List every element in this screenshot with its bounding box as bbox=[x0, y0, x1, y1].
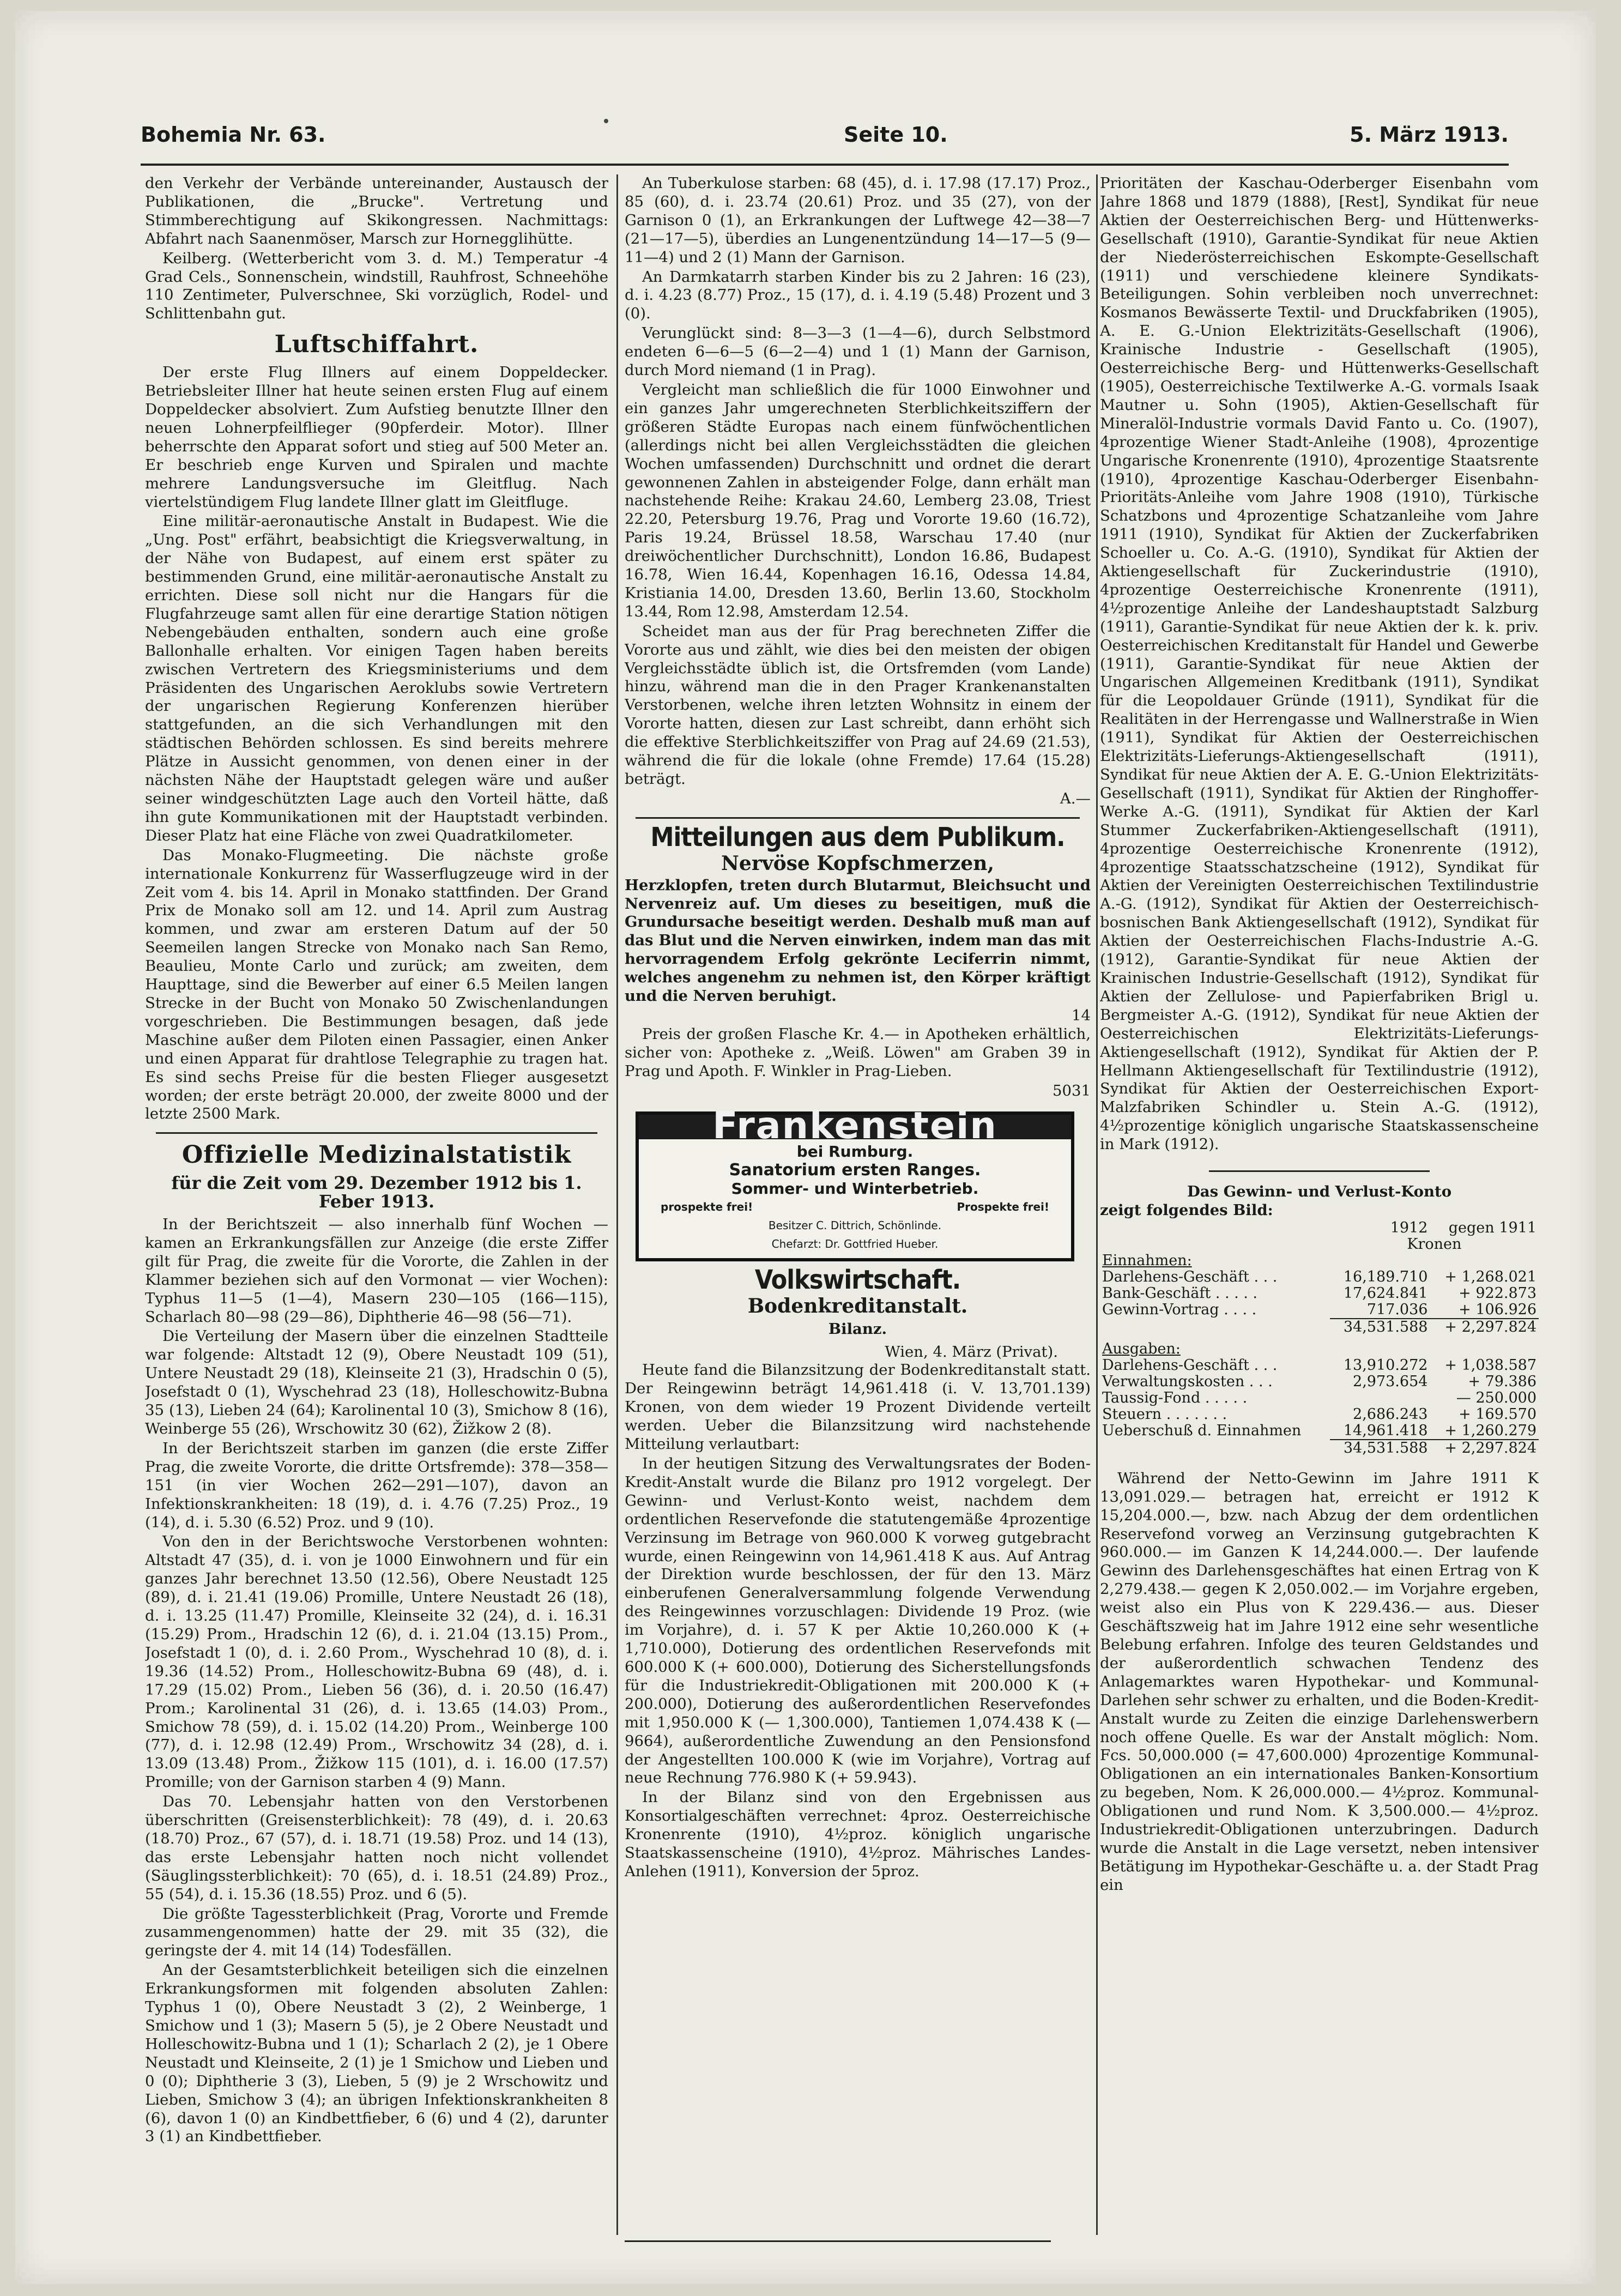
article-text: den Verkehr der Verbände untereinander, Austausch der Publikationen, die „Brucke". Vertretung und Stimmberechtigung auf Skikongressen. Nachmittags: Abfahrt nach Saanenmöser, Marsch zur Hornegglihütte. bbox=[145, 174, 608, 247]
article-text: Prioritäten der Kaschau-Oderberger Eisenbahn vom Jahre 1868 und 1879 (1888), [Rest], Syndikat für neue Aktien der Oesterreichischen Berg- und Hüttenwerks-Gesellschaft (1910), Garantie-Syndikat für neue Aktien der Niederösterreichischen Eskompte-Gesellschaft (1911) und verschiedene kleinere Syndikats-Beteiligungen. Sohin verbleiben noch unverrechnet: Kosmanos Bewässerte Textil- und Druckfabriken (1905), A. E. G.-Union Elektrizitäts-Gesellschaft (1906), Krainische Industrie - Gesellschaft (1905), Oesterreichische Berg- und Hüttenwerks-Gesellschaft (1905), Oesterreichische Textilwerke A.-G. vormals Isaak Mautner u. Sohn (1905), Aktien-Gesellschaft für Mineralöl-Industrie vormals David Fanto u. Co. (1907), 4prozentige Wiener Stadt-Anleihe (1908), 4prozentige Ungarische Kronenrente (1910), 4prozentige Staatsrente (1910), 4prozentige Kaschau-Oderberger Eisenbahn-Prioritäts-Anleihe vom Jahre 1908 (1910), Türkische Schatzbons und 4prozentige Schatzanleihe vom Jahre 1911 (1910), Syndikat für Aktien der Zuckerfabriken Schoeller u. Co. A.-G. (1910), Syndikat für Aktien der Aktiengesellschaft für Zuckerindustrie (1910), 4prozentige Oesterreichische Kronenrente (1911), 4½prozentige Anleihe der Landeshauptstadt Salzburg (1911), Garantie-Syndikat für neue Aktien der k. k. priv. Oesterreichischen Kreditanstalt für Handel und Gewerbe (1911), Garantie-Syndikat für neue Aktien der Ungarischen Allgemeinen Kreditbank (1911), Syndikat für die Leopoldauer Gründe (1911), Syndikat für die Realitäten in der Herrengasse und Wallnerstraße in Wien (1911), Syndikat für Aktien der Oesterreichischen Elektrizitäts-Lieferungs-Aktiengesellschaft (1911), Syndikat für neue Aktien der A. E. G.-Union Elektrizitäts-Gesellschaft (1911), Syndikat für Aktien der Ringhoffer-Werke A.-G. (1911), Syndikat für Aktien der Karl Stummer Zuckerfabriken-Aktiengesellschaft (1911), 4prozentige Oesterreichische Kronenrente (1912), 4prozentige Staatsschatzscheine (1912), Syndikat für Aktien der Vereinigten Oesterreichischen Textilindustrie A.-G. (1912), Syndikat für Aktien der Oesterreichisch-bosnischen Bank Aktiengesellschaft (1912), Syndikat für Aktien der Oesterreichischen Flachs-Industrie A.-G. (1912), Garantie-Syndikat für neue Aktien der Krainischen Industrie-Gesellschaft (1912), Syndikat für Aktien der Zellulose- und Papierfabriken Brigl u. Bergmeister A.-G. (1912), Syndikat für neue Aktien der Oesterreichischen Elektrizitäts-Lieferungs-Aktiengesellschaft (1912), Syndikat für Aktien der P. Hellmann Aktiengesellschaft für Textilindustrie (1912), Syndikat für Aktien der Oesterreichischen Export-Malzfabriken Schindler u. Stein A.-G. (1912), 4½prozentige königlich ungarische Staatskassenscheine in Mark (1912). bbox=[1100, 174, 1539, 1153]
column-year-1911-label: 1911 bbox=[1499, 1219, 1537, 1236]
table-row bbox=[1100, 1357, 1539, 1374]
article-text: In der Bilanz sind von den Ergebnissen aus Konsortialgeschäften verrechnet: 4proz. Oesterreichische Kronenrente (1910), 4½proz. königlich ungarische Staatskassenscheine (1910), 4½proz. Mährisches Landes-Anlehen (1911), Konversion der 5proz. bbox=[625, 1789, 1091, 1880]
header-date: 5. März 1913. bbox=[1350, 123, 1509, 147]
section-heading-volkswirtschaft: Volkswirtschaft. bbox=[754, 1264, 961, 1295]
row-value-1912: 17,624.841 bbox=[1343, 1284, 1428, 1302]
ad-prospekte-right: Prospekte frei! bbox=[957, 1200, 1049, 1214]
row-value-1912: 14,961.418 bbox=[1330, 1423, 1430, 1440]
ad-number: 5031 bbox=[1053, 1081, 1091, 1099]
article-text: An Tuberkulose starben: 68 (45), d. i. 17.98 (17.17) Proz., 85 (60), d. i. 23.74 (20.61) Proz. und 35 (27), von der Garnison 0 (1), an Erkrankungen der Luftwege 42—38—7 (21—17—5), überdies an Lungenentzündung 14—17—5 (9—11—4) und 2 (1) Mann der Garnison. bbox=[625, 174, 1091, 266]
article-subheading: Bilanz. bbox=[828, 1320, 887, 1338]
total-1912: 34,531.588 bbox=[1343, 1318, 1428, 1336]
header-issue: Bohemia Nr. 63. bbox=[141, 123, 326, 147]
row-label: Gewinn-Vortrag . . . . bbox=[1102, 1301, 1257, 1318]
einnahmen-label: Einnahmen: bbox=[1102, 1252, 1192, 1269]
column-3 bbox=[1100, 174, 1539, 2238]
table-row bbox=[1100, 1423, 1539, 1440]
column-year-1911 bbox=[1430, 1220, 1539, 1236]
ad-line: Sanatorium ersten Ranges. bbox=[729, 1161, 981, 1180]
row-label: Darlehens-Geschäft . . . bbox=[1102, 1268, 1278, 1285]
article-text: Scheidet man aus der für Prag berechneten Ziffer die Vororte aus und zählt, wie dies bei den meisten der obigen Vergleichsstädte üblich ist, die Ortsfremden (vom Lande) hinzu, während man die in den Prager Krankenanstalten Verstorbenen, welche ihren letzten Wohnsitz in einem der Vororte hatten, diesen zur Last schreibt, dann erhöht sich die effektive Sterblichkeitsziffer von Prag auf 24.69 (21.53), während die für die lokale (ohne Fremde) 17.64 (15.28) beträgt. bbox=[625, 622, 1091, 788]
ausgaben-label: Ausgaben: bbox=[1102, 1340, 1181, 1357]
article-text: Verunglückt sind: 8—3—3 (1—4—6), durch Selbstmord endeten 6—6—5 (6—2—4) und 1 (1) Mann der Garnison, durch Mord niemand (1 in Prag). bbox=[625, 324, 1091, 379]
newspaper-page bbox=[15, 11, 1596, 2284]
ad-line: bei Rumburg. bbox=[796, 1143, 914, 1161]
account-subtitle: zeigt folgendes Bild: bbox=[1100, 1201, 1273, 1219]
row-label: Bank-Geschäft . . . . . bbox=[1102, 1284, 1258, 1302]
article-text: Während der Netto-Gewinn im Jahre 1911 K 13,091.029.— betragen hat, erreicht er 1912 K 15,204.000.—, bzw. nach Abzug der dem ordentlichen Reservefond vorweg an Verzinsung gutgebrachten K 960.000.— im Ganzen K 14,244.000.—. Der laufende Gewinn des Darlehensgeschäftes hat einen Ertrag von K 2,279.438.— gegen K 2,050.002.— im Vorjahre ergeben, weist also ein Plus von K 229.436.— aus. Dieser Geschäftszweig hat im Jahre 1912 eine sehr wesentliche Belebung erfahren. Infolge des teuren Geldstandes und der außerordentlich schwachen Tendenz des Anlagemarktes waren Hypothekar- und Kommunal-Darlehen sehr schwer zu erhalten, und die Boden-Kredit-Anstalt wurde zu Zeiten die einzige Darlehenswerbern noch offene Quelle. Es war der Anstalt möglich: Nom. Fcs. 50,000.000 (= 47,600.000) 4prozentige Kommunal-Obligationen an ein internationales Banken-Konsortium zu begeben, Nom. K 26,000.000.— 4½proz. Kommunal-Obligationen und rund Nom. K 3,500.000.— 4½proz. Industriekredit-Obligationen unterzubringen. Dadurch wurde die Anstalt in die Lage versetzt, neben intensiver Betätigung im Hypothekar-Geschäfte u. a. der Stadt Prag ein bbox=[1100, 1469, 1539, 1894]
row-value-change: — 250.000 bbox=[1456, 1389, 1537, 1406]
ad-line: Sommer- und Winterbetrieb. bbox=[731, 1180, 979, 1198]
article-text: In der Berichtszeit starben im ganzen (die erste Ziffer Prag, die zweite Vororte, die dritte Ortsfremde): 378—358—151 (in vier Wochen 262—291—107), davon an Infektionskrankheiten: 18 (19), d. i. 4.76 (7.25) Proz., 19 (14), d. i. 5.30 (6.52) Proz. und 9 (10). bbox=[145, 1439, 608, 1531]
header-rule bbox=[141, 164, 1509, 166]
row-value-1912: 717.036 bbox=[1330, 1302, 1430, 1319]
ad-banner: Frankenstein bbox=[639, 1115, 1071, 1140]
row-value-change: + 1,268.021 bbox=[1444, 1268, 1537, 1285]
article-text: Keilberg. (Wetterbericht vom 3. d. M.) Temperatur -4 Grad Cels., Sonnenschein, windstill, Rauhfrost, Schneehöhe 110 Zentimeter, Pulverschnee, Ski vorzüglich, Rodel- und Schlittenbahn gut. bbox=[145, 249, 608, 323]
table-row bbox=[1100, 1390, 1539, 1406]
ad-text: Herzklopfen, treten durch Blutarmut, Bleichsucht und Nervenreiz auf. Um dieses zu beseitigen, muß die Grundursache beseitigt werden. Deshalb muß man auf das Blut und die Nerven einwirken, indem man das mit hervorragendem Erfolg gekrönte Leciferrin nimmt, welches angenehm zu nehmen ist, den Körper kräftigt und die Nerven beruhigt. bbox=[625, 876, 1091, 1005]
section-heading-mitteilungen: Mitteilungen aus dem Publikum. bbox=[650, 821, 1065, 853]
ad-line: Besitzer C. Dittrich, Schönlinde. bbox=[768, 1219, 942, 1232]
dateline: Wien, 4. März (Privat). bbox=[885, 1343, 1058, 1361]
row-value-change: + 922.873 bbox=[1459, 1284, 1537, 1302]
table-row bbox=[1100, 1406, 1539, 1423]
row-value-1912: 16,189.710 bbox=[1343, 1268, 1428, 1285]
article-text: Heute fand die Bilanzsitzung der Bodenkreditanstalt statt. Der Reingewinn beträgt 14,961.418 (i. V. 13,701.139) Kronen, von dem wieder 19 Prozent Dividende verteilt werden. Ueber die Bilanzsitzung wird nachstehende Mitteilung verlautbart: bbox=[625, 1361, 1091, 1453]
article-text: Vergleicht man schließlich die für 1000 Einwohner und ein ganzes Jahr umgerechneten Sterblichkeitsziffern der größeren Städte Europas nach einem fünfwöchentlichen (allerdings nicht bei allen Vergleichsstädten die gleichen Wochen umfassenden) Durchschnitt und ordnet die derart gewonnenen Zahlen in absteigender Folge, dann erhält man nachstehende Reihe: Krakau 24.60, Lemberg 23.08, Triest 22.20, Petersburg 19.76, Prag und Vororte 19.60 (16.72), Paris 19.24, Brüssel 18.58, Warschau 17.40 (nur dreiwöchentlicher Durchschnitt), London 16.86, Budapest 16.78, Wien 16.44, Kopenhagen 16.16, Odessa 14.84, Kristiania 14.00, Dresden 13.60, Berlin 13.60, Stockholm 13.44, Rom 12.98, Amsterdam 12.54. bbox=[625, 380, 1091, 620]
row-value-change: + 106.926 bbox=[1430, 1302, 1539, 1319]
divider bbox=[636, 817, 1080, 819]
article-text: In der Berichtszeit — also innerhalb fünf Wochen — kamen an Erkrankungsfällen zur Anzeige (die erste Ziffer gilt für Prag, die zweite für die Vororte, die Zahlen in der Klammer beziehen sich auf den Vormonat — vier Wochen): Typhus 11—5 (1—4), Masern 230—105 (166—115), Scharlach 80—98 (29—86), Diphtherie 46—98 (56—71). bbox=[145, 1216, 608, 1326]
unit-label: Kronen bbox=[1407, 1235, 1462, 1253]
total-change: + 2,297.824 bbox=[1444, 1439, 1537, 1457]
row-label: Darlehens-Geschäft . . . bbox=[1102, 1356, 1278, 1374]
header-page-number: Seite 10. bbox=[844, 123, 948, 147]
column-separator bbox=[1096, 174, 1098, 2235]
sanatorium-advertisement bbox=[636, 1104, 1074, 1261]
profit-loss-table bbox=[1100, 1220, 1539, 1457]
row-value-1912: 13,910.272 bbox=[1343, 1356, 1428, 1374]
row-value-1912 bbox=[1330, 1390, 1430, 1406]
row-label: Verwaltungskosten . . . bbox=[1102, 1373, 1273, 1390]
article-heading: Bodenkreditanstalt. bbox=[747, 1294, 968, 1318]
column-1 bbox=[145, 174, 608, 2238]
author-signature: A.— bbox=[1060, 789, 1091, 807]
row-label: Ueberschuß d. Einnahmen bbox=[1102, 1422, 1302, 1439]
ad-line bbox=[639, 1198, 1071, 1217]
article-text: Das Monako-Flugmeeting. Die nächste große internationale Konkurrenz für Wasserflugzeuge wird in der Zeit vom 4. bis 14. April in Monako stattfinden. Der Grand Prix de Monako soll am 12. und 14. April zum Austrag kommen, und zwar am ersteren Datum auf der 50 Seemeilen langen Strecke von Monako nach San Remo, Beaulieu, Monte Carlo und zurück; am zweiten, dem Haupttage, sind die Bewerber auf einer 6.5 Meilen langen Strecke in der Bucht von Monako 50 Zwischenlandungen vorgeschrieben. Die Bestimmungen besagen, daß jede Maschine außer dem Piloten einen Passagier, einen Anker und einen Apparat für drahtlose Telegraphie zu tragen hat. Es sind sechs Preise für die besten Flieger ausgesetzt worden; der erste beträgt 20.000, der zweite 8000 und der letzte 2500 Mark. bbox=[145, 846, 608, 1123]
column-2 bbox=[625, 174, 1091, 2238]
row-value-1912: 2,686.243 bbox=[1353, 1405, 1428, 1423]
row-label: Steuern . . . . . . . bbox=[1102, 1405, 1227, 1423]
table-row bbox=[1100, 1269, 1539, 1285]
ad-heading: Nervöse Kopfschmerzen, bbox=[721, 851, 994, 875]
divider bbox=[156, 1132, 597, 1134]
ad-line: Chefarzt: Dr. Gottfried Hueber. bbox=[771, 1237, 939, 1250]
ad-prospekte-left: prospekte frei! bbox=[661, 1200, 753, 1214]
ad-text: Preis der großen Flasche Kr. 4.— in Apotheken erhältlich, sicher von: Apotheke z. „Weiß. Löwen" am Graben 39 in Prag und Apoth. F. Winkler in Prag-Lieben. bbox=[625, 1025, 1091, 1080]
row-value-change: + 169.570 bbox=[1459, 1405, 1537, 1423]
row-label: Taussig-Fond . . . . . bbox=[1102, 1389, 1248, 1406]
row-value-change: + 1,260.279 bbox=[1430, 1423, 1539, 1440]
table-row bbox=[1100, 1302, 1539, 1319]
table-header-row bbox=[1100, 1220, 1539, 1236]
row-value-change: + 79.386 bbox=[1468, 1373, 1537, 1390]
punch-mark bbox=[604, 119, 608, 123]
footer-rule bbox=[625, 2240, 1051, 2242]
article-text: Der erste Flug Illners auf einem Doppeldecker. Betriebsleiter Illner hat heute seinen ersten Flug auf einem Doppeldecker absolviert. Zum Aufstieg benutzte Illner den neuen Lohnerpfeilflieger (90pferdeir. Motor). Illner beherrschte den Apparat sofort und stieg auf 500 Meter an. Er beschrieb enge Kurven und Spiralen und machte mehrere Landungsversuche im Gleitflug. Nach viertelstündigem Flug landete Illner glatt im Gleitfluge. bbox=[145, 364, 608, 511]
section-heading-medizinalstatistik: Offizielle Medizinalstatistik bbox=[182, 1141, 572, 1169]
table-row bbox=[1100, 1374, 1539, 1390]
total-1912: 34,531.588 bbox=[1343, 1439, 1428, 1457]
table-total-row bbox=[1100, 1319, 1539, 1336]
table-row bbox=[1100, 1285, 1539, 1302]
article-text: Eine militär-aeronautische Anstalt in Budapest. Wie die „Ung. Post" erfährt, beabsichtigt die Kriegsverwaltung, in der Nähe von Budapest, auf einem erst später zu bestimmenden Grund, eine militär-aeronautische Anstalt zu errichten. Diese soll nicht nur die Hangars für die Flugfahrzeuge samt allen für eine derartige Station nötigen Nebengebäuden enthalten, sondern auch eine große Ballonhalle erhalten. Vor einigen Tagen haben bereits zwischen Vertretern des Kriegsministeriums und dem Präsidenten des Ungarischen Aeroklubs sowie Vertretern der ungarischen Regierung Konferenzen hierüber stattgefunden, an die sich Verhandlungen mit den städtischen Behörden schlossen. Es sind bereits mehrere Plätze in Aussicht genommen, von denen einer in der nächsten Nähe der Hauptstadt gelegen wäre und außer seiner windgeschützten Lage auch den Vorteil hätte, daß ihn gute Kommunikationen mit der Hauptstadt verbinden. Dieser Platz hat eine Fläche von zwei Quadratkilometer. bbox=[145, 512, 608, 844]
page-header bbox=[141, 123, 1509, 161]
article-text: Die größte Tagessterblichkeit (Prag, Vororte und Fremde zusammengenommen) hatte der 29. mit 35 (32), die geringste der 4. mit 14 (14) Todesfällen. bbox=[145, 1905, 608, 1960]
article-text: An der Gesamtsterblichkeit beteiligen sich die einzelnen Erkrankungsformen mit folgenden absoluten Zahlen: Typhus 1 (0), Obere Neustadt 3 (2), 2 Weinberge, 1 Smichow und 1 (3); Masern 5 (5), je 2 Obere Neustadt und Holleschowitz-Bubna und 1 (1); Scharlach 2 (2), je 1 Obere Neustadt und Kleinseite, 2 (1) je 1 Smichow und Lieben und 0 (0); Diphtherie 3 (3), Lieben, 5 (9) je 2 Wrschowitz und Lieben, Smichow 3 (4); an übrigen Infektionskrankheiten 8 (6), davon 1 (0) an Kindbettfieber, 6 (6) und 4 (2), darunter 3 (1) an Kindbettfieber. bbox=[145, 1961, 608, 2146]
ad-number: 14 bbox=[1072, 1006, 1091, 1024]
table-total-row bbox=[1100, 1440, 1539, 1457]
column-gegen: gegen bbox=[1448, 1219, 1495, 1236]
article-text: In der heutigen Sitzung des Verwaltungsrates der Boden-Kredit-Anstalt wurde die Bilanz pro 1912 vorgelegt. Der Gewinn- und Verlust-Konto weist, nachdem dem ordentlichen Reservefonde die statutengemäße 4prozentige Verzinsung im Betrage von 960.000 K vorweg gutgebracht wurde, einen Reingewinn von 14,961.418 K aus. Auf Antrag der Direktion wurde beschlossen, der für den 13. März einberufenen Generalversammlung folgende Verwendung des Reingewinnes vorzuschlagen: Dividende 19 Proz. (wie im Vorjahre), d. i. 57 K per Aktie 10,260.000 K (+ 1,710.000), Dotierung des ordentlichen Reservefonds mit 600.000 K (+ 600.000), Dotierung des Sicherstellungsfonds für die Industriekredit-Obligationen mit 200.000 K (+ 200.000), Dotierung des außerordentlichen Reservefondes mit 1,950.000 K (— 1,300.000), Tantiemen 1,074.438 K (— 9664), außerordentliche Zuwendung an den Pensionsfond der Angestellten 100.000 K (wie im Vorjahre), Vortrag auf neue Rechnung 776.980 K (+ 59.943). bbox=[625, 1455, 1091, 1787]
article-text: Das 70. Lebensjahr hatten von den Verstorbenen überschritten (Greisensterblichkeit): 78 (49), d. i. 20.63 (18.70) Proz., 67 (57), d. i. 18.71 (19.58) Proz. und 14 (13), das erste Lebensjahr hatten noch nicht vollendet (Säuglingssterblichkeit): 70 (65), d. i. 18.51 (24.89) Proz., 55 (54), d. i. 15.36 (18.55) Proz. und 6 (5). bbox=[145, 1793, 608, 1903]
row-value-1912: 2,973.654 bbox=[1353, 1373, 1428, 1390]
article-text: Die Verteilung der Masern über die einzelnen Stadtteile war folgende: Altstadt 12 (9), Obere Neustadt 109 (51), Untere Neustadt 29 (18), Kleinseite 21 (3), Hradschin 0 (5), Josefstadt 0 (1), Wyschehrad 23 (18), Holleschowitz-Bubna 35 (13), Lieben 24 (64); Karolinental 10 (3), Smichow 8 (16), Weinberge 55 (26), Wrschowitz 30 (62), Žižkow 2 (8). bbox=[145, 1327, 608, 1437]
total-change: + 2,297.824 bbox=[1444, 1318, 1537, 1336]
row-value-change: + 1,038.587 bbox=[1444, 1356, 1537, 1374]
account-title: Das Gewinn- und Verlust-Konto bbox=[1187, 1183, 1452, 1201]
column-year-1912: 1912 bbox=[1390, 1219, 1428, 1236]
article-text: Von den in der Berichtswoche Verstorbenen wohnten: Altstadt 47 (35), d. i. von je 1000 Einwohnern und für ein ganzes Jahr berechnet 13.50 (12.56), Obere Neustadt 125 (89), d. i. 21.41 (19.06) Promille, Untere Neustadt 26 (18), d. i. 13.25 (11.47) Promille, Kleinseite 32 (24), d. i. 16.31 (15.29) Prom., Hradschin 12 (6), d. i. 21.04 (13.15) Prom., Josefstadt 1 (0), d. i. 2.60 Prom., Wyschehrad 10 (8), d. i. 19.36 (14.52) Prom., Holleschowitz-Bubna 69 (48), d. i. 17.29 (15.02) Prom., Lieben 56 (36), d. i. 20.50 (16.47) Prom.; Karolinental 31 (26), d. i. 13.65 (14.03) Prom., Smichow 78 (59), d. i. 15.02 (14.20) Prom., Weinberge 100 (77), d. i. 12.98 (12.49) Prom., Wrschowitz 34 (28), d. i. 13.09 (13.48) Prom., Žižkow 115 (101), d. i. 16.00 (17.57) Promille; von der Garnison starben 4 (9) Mann. bbox=[145, 1533, 608, 1791]
article-text: An Darmkatarrh starben Kinder bis zu 2 Jahren: 16 (23), d. i. 4.23 (8.77) Proz., 15 (17), d. i. 4.19 (5.48) Prozent und 3 (0). bbox=[625, 268, 1091, 323]
column-separator bbox=[616, 174, 618, 2235]
section-subheading: für die Zeit vom 29. Dezember 1912 bis 1. Feber 1913. bbox=[171, 1173, 582, 1212]
section-heading-luftschiffahrt: Luftschiffahrt. bbox=[274, 330, 479, 359]
divider bbox=[1209, 1170, 1430, 1172]
